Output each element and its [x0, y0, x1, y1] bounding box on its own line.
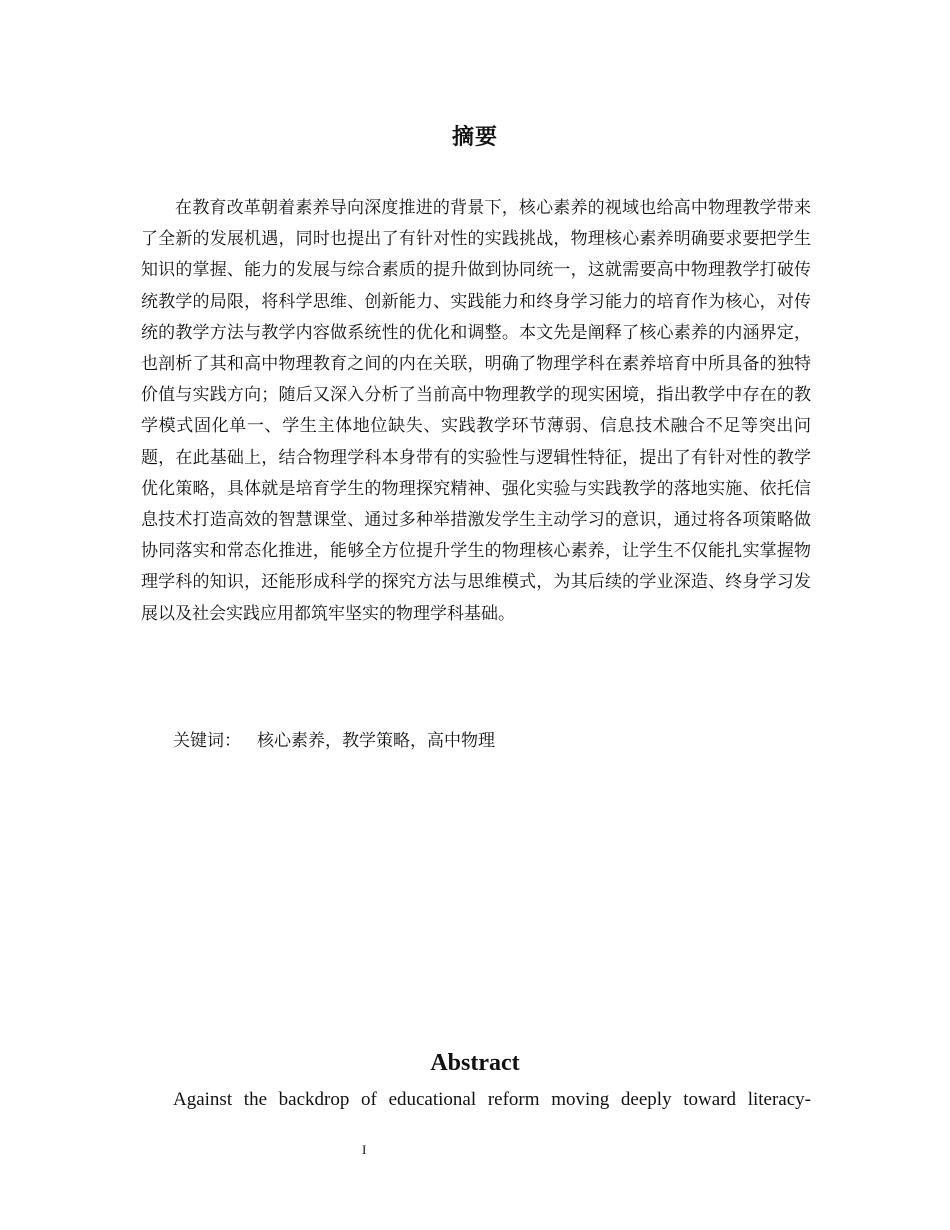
- chinese-abstract-body: 在教育改革朝着素养导向深度推进的背景下，核心素养的视域也给高中物理教学带来了全新的发展机遇，同时也提出了有针对性的实践挑战，物理核心素养明确要求要把学生知识的掌握、能力的发展与综合素质的提升做到协同统一，这就需要高中物理教学打破传统教学的局限，将科学思维、创新能力、实践能力和终身学习能力的培育作为核心，对传统的教学方法与教学内容做系统性的优化和调整。本文先是阐释了核心素养的内涵界定，也剖析了其和高中物理教育之间的内在关联，明确了物理学科在素养培育中所具备的独特价值与实践方向；随后又深入分析了当前高中物理教学的现实困境，指出教学中存在的教学模式固化单一、学生主体地位缺失、实践教学环节薄弱、信息技术融合不足等突出问题，在此基础上，结合物理学科本身带有的实验性与逻辑性特征，提出了有针对性的教学优化策略，具体就是培育学生的物理探究精神、强化实验与实践教学的落地实施、依托信息技术打造高效的智慧课堂、通过多种举措激发学生主动学习的意识，通过将各项策略做协同落实和常态化推进，能够全方位提升学生的物理核心素养，让学生不仅能扎实掌握物理学科的知识，还能形成科学的探究方法与思维模式，为其后续的学业深造、终身学习发展以及社会实践应用都筑牢坚实的物理学科基础。: [141, 198, 811, 624]
- page-number: I: [362, 1142, 367, 1157]
- keywords-line: [173, 727, 495, 755]
- english-abstract-body: Against the backdrop of educational reform moving deeply toward literacy-: [173, 1089, 811, 1110]
- keywords-label: 关键词：: [173, 731, 241, 751]
- keywords-value: 核心素养，教学策略，高中物理: [257, 731, 495, 751]
- english-abstract-title: Abstract: [430, 1050, 520, 1076]
- chinese-abstract-title: 摘要: [451, 125, 498, 150]
